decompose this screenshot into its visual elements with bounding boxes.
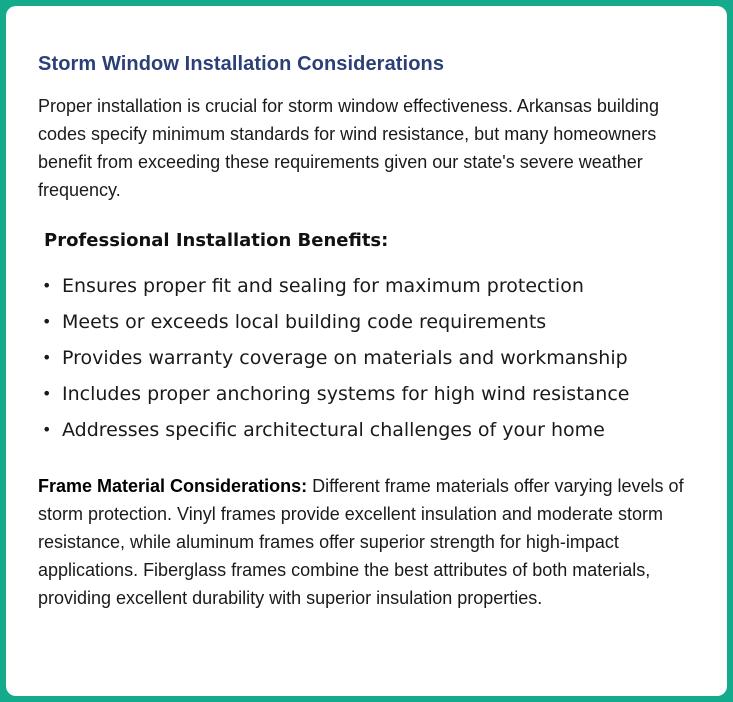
bullet-icon: •	[42, 384, 52, 403]
list-item	[42, 340, 629, 376]
list-item	[42, 304, 629, 340]
bullet-icon: •	[42, 276, 52, 295]
benefits-list	[42, 268, 629, 448]
benefits-heading: Professional Installation Benefits:	[44, 230, 389, 251]
bullet-icon: •	[42, 348, 52, 367]
bullet-icon: •	[42, 420, 52, 439]
list-item-text: Ensures proper fit and sealing for maximum protection	[62, 275, 584, 297]
list-item-text: Meets or exceeds local building code requirements	[62, 311, 547, 333]
list-item-text: Provides warranty coverage on materials and workmanship	[62, 347, 628, 369]
frame-materials-paragraph	[38, 472, 706, 612]
intro-paragraph: Proper installation is crucial for storm window effectiveness. Arkansas building codes specify minimum standards for wind resistance, but many homeowners benefit from exceeding these requirements given our state's severe weather frequency.	[38, 96, 659, 200]
list-item	[42, 376, 629, 412]
list-item	[42, 268, 629, 304]
list-item-text: Includes proper anchoring systems for high wind resistance	[62, 383, 630, 405]
frame-materials-text: Different frame materials offer varying levels of storm protection. Vinyl frames provide excellent insulation and moderate storm resistance, while aluminum frames offer superior strength for high-impact applications. Fiberglass frames combine the best attributes of both materials, providing excellent durability with superior insulation properties.	[38, 476, 684, 608]
content-card	[6, 6, 727, 696]
list-item-text: Addresses specific architectural challenges of your home	[62, 419, 605, 441]
list-item	[42, 412, 629, 448]
frame-materials-label: Frame Material Considerations:	[38, 476, 308, 496]
bullet-icon: •	[42, 312, 52, 331]
section-title: Storm Window Installation Considerations	[38, 53, 445, 75]
